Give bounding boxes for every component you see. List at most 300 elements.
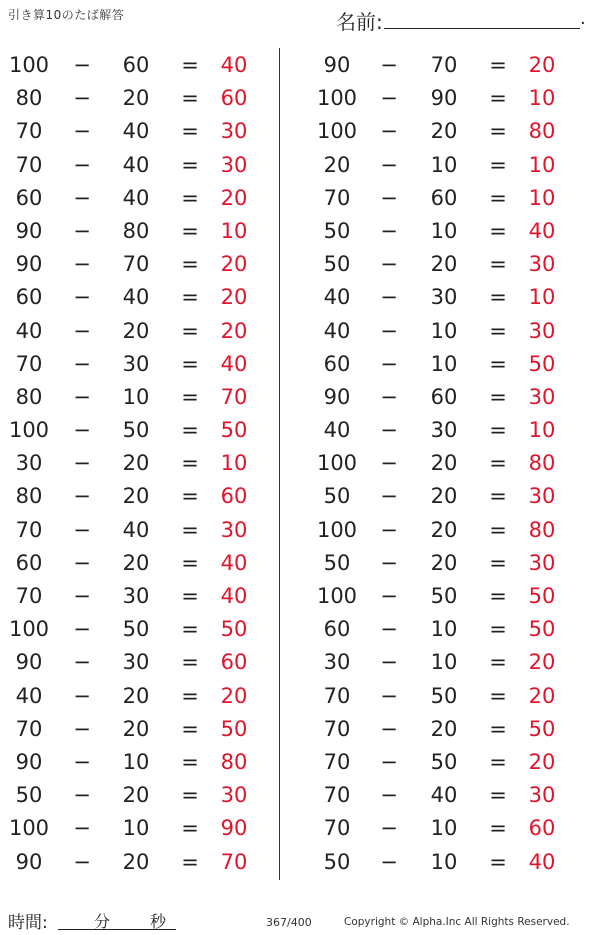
minus-sign: −: [380, 584, 398, 608]
minuend: 90: [323, 384, 351, 409]
problem-row: [300, 381, 580, 414]
minuend: 100: [8, 816, 50, 841]
subtrahend: 20: [122, 849, 150, 874]
minus-sign: −: [380, 816, 398, 841]
subtrahend: 60: [430, 185, 458, 210]
problem-row: [300, 281, 580, 314]
equals-sign: =: [489, 683, 507, 708]
equals-sign: =: [181, 285, 199, 310]
equals-sign: =: [181, 86, 199, 111]
minus-sign: −: [380, 617, 398, 642]
minus-sign: −: [380, 484, 398, 509]
minuend: 100: [316, 517, 358, 542]
subtrahend: 60: [430, 384, 458, 409]
equals-sign: =: [181, 384, 199, 409]
minus-sign: −: [73, 650, 91, 675]
problem-row: [300, 812, 580, 845]
subtrahend: 10: [430, 152, 458, 177]
subtrahend: 70: [122, 252, 150, 277]
minus-sign: −: [73, 749, 91, 774]
minus-sign: −: [73, 152, 91, 177]
minuend: 100: [8, 53, 50, 77]
subtrahend: 50: [122, 617, 150, 642]
minuend: 50: [15, 783, 43, 808]
minuend: 40: [323, 318, 351, 343]
equals-sign: =: [489, 152, 507, 177]
problem-row: [0, 779, 280, 812]
answer: 60: [220, 86, 248, 111]
minus-sign: −: [380, 119, 398, 144]
problem-row: [300, 115, 580, 148]
problem-row: [0, 846, 280, 879]
answer: 70: [220, 384, 248, 409]
answer: 10: [528, 418, 556, 443]
subtrahend: 20: [430, 484, 458, 509]
minus-sign: −: [380, 418, 398, 443]
answer: 30: [220, 152, 248, 177]
problem-row: [0, 514, 280, 547]
answer: 20: [528, 749, 556, 774]
equals-sign: =: [489, 816, 507, 841]
name-field: [336, 6, 586, 32]
answer: 20: [528, 683, 556, 708]
minuend: 90: [15, 650, 43, 675]
answer: 40: [220, 584, 248, 608]
answer: 50: [528, 716, 556, 741]
subtrahend: 20: [122, 451, 150, 476]
minuend: 70: [323, 783, 351, 808]
equals-sign: =: [489, 53, 507, 77]
equals-sign: =: [181, 517, 199, 542]
minus-sign: −: [380, 650, 398, 675]
minus-sign: −: [380, 683, 398, 708]
minus-sign: −: [73, 716, 91, 741]
subtrahend: 20: [122, 716, 150, 741]
subtrahend: 20: [430, 252, 458, 277]
problem-row: [0, 812, 280, 845]
equals-sign: =: [489, 384, 507, 409]
minuend: 90: [15, 749, 43, 774]
subtrahend: 90: [430, 86, 458, 111]
subtrahend: 40: [430, 783, 458, 808]
subtrahend: 40: [122, 185, 150, 210]
problem-row: [0, 248, 280, 281]
minus-sign: −: [73, 584, 91, 608]
answer: 50: [220, 716, 248, 741]
answer: 30: [220, 517, 248, 542]
answer: 70: [220, 849, 248, 874]
equals-sign: =: [181, 351, 199, 376]
equals-sign: =: [181, 53, 199, 77]
answer: 90: [220, 816, 248, 841]
minuend: 50: [323, 484, 351, 509]
answer: 40: [220, 351, 248, 376]
equals-sign: =: [181, 252, 199, 277]
problem-row: [300, 480, 580, 513]
minus-sign: −: [73, 683, 91, 708]
subtrahend: 10: [430, 351, 458, 376]
answer: 80: [528, 119, 556, 144]
equals-sign: =: [489, 550, 507, 575]
minuend: 70: [323, 716, 351, 741]
minus-sign: −: [380, 152, 398, 177]
answer: 10: [528, 185, 556, 210]
minus-sign: −: [380, 716, 398, 741]
answer: 40: [528, 849, 556, 874]
equals-sign: =: [181, 617, 199, 642]
subtrahend: 10: [122, 816, 150, 841]
minuend: 80: [15, 86, 43, 111]
minus-sign: −: [73, 218, 91, 243]
answer: 10: [220, 218, 248, 243]
minuend: 60: [15, 185, 43, 210]
subtrahend: 80: [122, 218, 150, 243]
minus-sign: −: [380, 351, 398, 376]
problem-row: [300, 414, 580, 447]
subtrahend: 50: [430, 749, 458, 774]
minuend: 40: [323, 285, 351, 310]
worksheet-title: 引き算10のたば解答: [8, 8, 125, 22]
problem-row: [300, 846, 580, 879]
problem-row: [300, 713, 580, 746]
problem-row: [300, 348, 580, 381]
subtrahend: 40: [122, 285, 150, 310]
equals-sign: =: [181, 849, 199, 874]
problem-column-left: [0, 49, 280, 879]
subtrahend: 70: [430, 53, 458, 77]
answer: 50: [220, 418, 248, 443]
equals-sign: =: [181, 451, 199, 476]
equals-sign: =: [489, 418, 507, 443]
answer: 20: [528, 53, 556, 77]
minus-sign: −: [73, 550, 91, 575]
minus-sign: −: [73, 86, 91, 111]
problem-row: [300, 315, 580, 348]
problem-row: [0, 646, 280, 679]
subtrahend: 10: [122, 384, 150, 409]
minuend: 80: [15, 484, 43, 509]
equals-sign: =: [181, 816, 199, 841]
subtrahend: 30: [122, 351, 150, 376]
problem-row: [300, 248, 580, 281]
answer: 50: [528, 351, 556, 376]
minuend: 100: [316, 86, 358, 111]
minus-sign: −: [380, 185, 398, 210]
answer: 80: [220, 749, 248, 774]
problem-row: [0, 281, 280, 314]
subtrahend: 20: [430, 119, 458, 144]
seconds-label: 秒: [150, 912, 167, 931]
answer: 80: [528, 517, 556, 542]
problem-row: [0, 547, 280, 580]
equals-sign: =: [489, 252, 507, 277]
equals-sign: =: [181, 584, 199, 608]
minus-sign: −: [73, 252, 91, 277]
minuend: 70: [15, 517, 43, 542]
minuend: 40: [15, 318, 43, 343]
answer: 30: [220, 119, 248, 144]
answer: 20: [220, 285, 248, 310]
minuend: 100: [316, 119, 358, 144]
minuend: 90: [15, 218, 43, 243]
answer: 50: [528, 617, 556, 642]
answer: 20: [220, 318, 248, 343]
minus-sign: −: [380, 318, 398, 343]
minuend: 70: [323, 185, 351, 210]
subtrahend: 50: [430, 584, 458, 608]
subtrahend: 10: [430, 816, 458, 841]
problem-row: [0, 381, 280, 414]
answer: 10: [528, 86, 556, 111]
equals-sign: =: [489, 185, 507, 210]
minuend: 40: [15, 683, 43, 708]
problem-row: [0, 49, 280, 82]
problem-row: [300, 680, 580, 713]
minus-sign: −: [380, 285, 398, 310]
equals-sign: =: [489, 318, 507, 343]
minuend: 100: [316, 584, 358, 608]
subtrahend: 20: [430, 451, 458, 476]
subtrahend: 30: [122, 650, 150, 675]
equals-sign: =: [489, 218, 507, 243]
minuend: 90: [323, 53, 351, 77]
subtrahend: 10: [430, 617, 458, 642]
copyright-notice: Copyright © Alpha.Inc All Rights Reserved.: [344, 916, 570, 928]
minuend: 90: [15, 849, 43, 874]
answer: 80: [528, 451, 556, 476]
subtrahend: 60: [122, 53, 150, 77]
answer: 30: [528, 484, 556, 509]
problem-row: [0, 613, 280, 646]
subtrahend: 20: [122, 783, 150, 808]
problem-row: [0, 149, 280, 182]
problem-row: [300, 182, 580, 215]
answer: 50: [528, 584, 556, 608]
subtrahend: 20: [122, 318, 150, 343]
subtrahend: 40: [122, 152, 150, 177]
equals-sign: =: [489, 484, 507, 509]
answer: 20: [220, 252, 248, 277]
problem-row: [0, 414, 280, 447]
minuend: 60: [323, 617, 351, 642]
problem-row: [300, 580, 580, 613]
time-label: 時間:: [8, 913, 48, 933]
minus-sign: −: [73, 617, 91, 642]
subtrahend: 20: [430, 550, 458, 575]
minuend: 100: [316, 451, 358, 476]
minuend: 20: [323, 152, 351, 177]
equals-sign: =: [181, 783, 199, 808]
problem-row: [300, 646, 580, 679]
answer: 40: [220, 550, 248, 575]
minuend: 90: [15, 252, 43, 277]
minus-sign: −: [73, 318, 91, 343]
equals-sign: =: [489, 617, 507, 642]
minuend: 60: [323, 351, 351, 376]
minus-sign: −: [73, 53, 91, 77]
problem-row: [0, 746, 280, 779]
minus-sign: −: [380, 218, 398, 243]
problem-row: [300, 613, 580, 646]
minus-sign: −: [380, 783, 398, 808]
answer: 20: [220, 185, 248, 210]
equals-sign: =: [181, 650, 199, 675]
problem-row: [0, 580, 280, 613]
minus-sign: −: [73, 351, 91, 376]
equals-sign: =: [489, 285, 507, 310]
minus-sign: −: [73, 849, 91, 874]
subtrahend: 30: [430, 285, 458, 310]
problem-row: [0, 215, 280, 248]
problem-row: [0, 348, 280, 381]
equals-sign: =: [181, 119, 199, 144]
problem-row: [0, 480, 280, 513]
page-number: 367/400: [266, 916, 312, 929]
equals-sign: =: [489, 119, 507, 144]
equals-sign: =: [489, 517, 507, 542]
equals-sign: =: [181, 683, 199, 708]
problem-row: [300, 215, 580, 248]
minus-sign: −: [73, 185, 91, 210]
minuend: 70: [15, 351, 43, 376]
subtrahend: 50: [430, 683, 458, 708]
minus-sign: −: [73, 783, 91, 808]
equals-sign: =: [489, 351, 507, 376]
subtrahend: 20: [430, 517, 458, 542]
problem-row: [0, 680, 280, 713]
minuend: 70: [15, 119, 43, 144]
minuend: 70: [15, 716, 43, 741]
answer: 60: [220, 650, 248, 675]
answer: 50: [220, 617, 248, 642]
answer: 20: [528, 650, 556, 675]
minus-sign: −: [380, 517, 398, 542]
minus-sign: −: [380, 252, 398, 277]
problem-row: [300, 447, 580, 480]
subtrahend: 20: [430, 716, 458, 741]
minuend: 40: [323, 418, 351, 443]
name-end-dot: .: [580, 8, 586, 29]
answer: 10: [220, 451, 248, 476]
problem-row: [300, 514, 580, 547]
equals-sign: =: [181, 484, 199, 509]
minus-sign: −: [73, 451, 91, 476]
minus-sign: −: [380, 53, 398, 77]
answer: 30: [528, 550, 556, 575]
equals-sign: =: [181, 218, 199, 243]
subtrahend: 10: [122, 749, 150, 774]
minus-sign: −: [380, 849, 398, 874]
problem-column-right: [300, 49, 580, 879]
equals-sign: =: [489, 849, 507, 874]
equals-sign: =: [489, 451, 507, 476]
subtrahend: 10: [430, 318, 458, 343]
minus-sign: −: [73, 119, 91, 144]
minuend: 50: [323, 849, 351, 874]
subtrahend: 20: [122, 683, 150, 708]
equals-sign: =: [489, 749, 507, 774]
problem-row: [300, 547, 580, 580]
subtrahend: 20: [122, 484, 150, 509]
minus-sign: −: [73, 285, 91, 310]
problem-row: [300, 149, 580, 182]
minuend: 30: [15, 451, 43, 476]
minuend: 70: [323, 749, 351, 774]
answer: 30: [528, 252, 556, 277]
problem-row: [0, 315, 280, 348]
minus-sign: −: [380, 749, 398, 774]
minuend: 70: [323, 683, 351, 708]
minus-sign: −: [73, 816, 91, 841]
minuend: 70: [15, 584, 43, 608]
minuend: 70: [323, 816, 351, 841]
equals-sign: =: [489, 86, 507, 111]
answer: 40: [220, 53, 248, 77]
equals-sign: =: [181, 716, 199, 741]
minus-sign: −: [73, 384, 91, 409]
minuend: 70: [15, 152, 43, 177]
minus-sign: −: [380, 384, 398, 409]
subtrahend: 10: [430, 218, 458, 243]
equals-sign: =: [489, 650, 507, 675]
minus-sign: −: [73, 517, 91, 542]
minus-sign: −: [380, 550, 398, 575]
answer: 20: [220, 683, 248, 708]
minuend: 30: [323, 650, 351, 675]
subtrahend: 10: [430, 650, 458, 675]
minus-sign: −: [380, 86, 398, 111]
minuend: 50: [323, 218, 351, 243]
minuend: 50: [323, 252, 351, 277]
answer: 10: [528, 152, 556, 177]
answer: 10: [528, 285, 556, 310]
answer: 30: [220, 783, 248, 808]
minus-sign: −: [73, 418, 91, 443]
problem-row: [0, 182, 280, 215]
subtrahend: 50: [122, 418, 150, 443]
answer: 30: [528, 783, 556, 808]
minuend: 60: [15, 550, 43, 575]
name-label: 名前:: [336, 10, 383, 34]
minuend: 60: [15, 285, 43, 310]
problem-row: [0, 447, 280, 480]
problem-row: [0, 713, 280, 746]
problem-row: [0, 115, 280, 148]
equals-sign: =: [489, 716, 507, 741]
subtrahend: 20: [122, 550, 150, 575]
time-field: [8, 908, 178, 932]
answer: 40: [528, 218, 556, 243]
equals-sign: =: [181, 749, 199, 774]
answer: 60: [220, 484, 248, 509]
answer: 60: [528, 816, 556, 841]
minuend: 50: [323, 550, 351, 575]
equals-sign: =: [181, 318, 199, 343]
equals-sign: =: [489, 584, 507, 608]
equals-sign: =: [489, 783, 507, 808]
subtrahend: 40: [122, 517, 150, 542]
problem-row: [300, 49, 580, 82]
subtrahend: 30: [122, 584, 150, 608]
equals-sign: =: [181, 152, 199, 177]
minutes-label: 分: [94, 912, 111, 931]
subtrahend: 20: [122, 86, 150, 111]
problem-row: [300, 779, 580, 812]
answer: 30: [528, 384, 556, 409]
subtrahend: 40: [122, 119, 150, 144]
minus-sign: −: [73, 484, 91, 509]
name-underline: [384, 28, 580, 29]
